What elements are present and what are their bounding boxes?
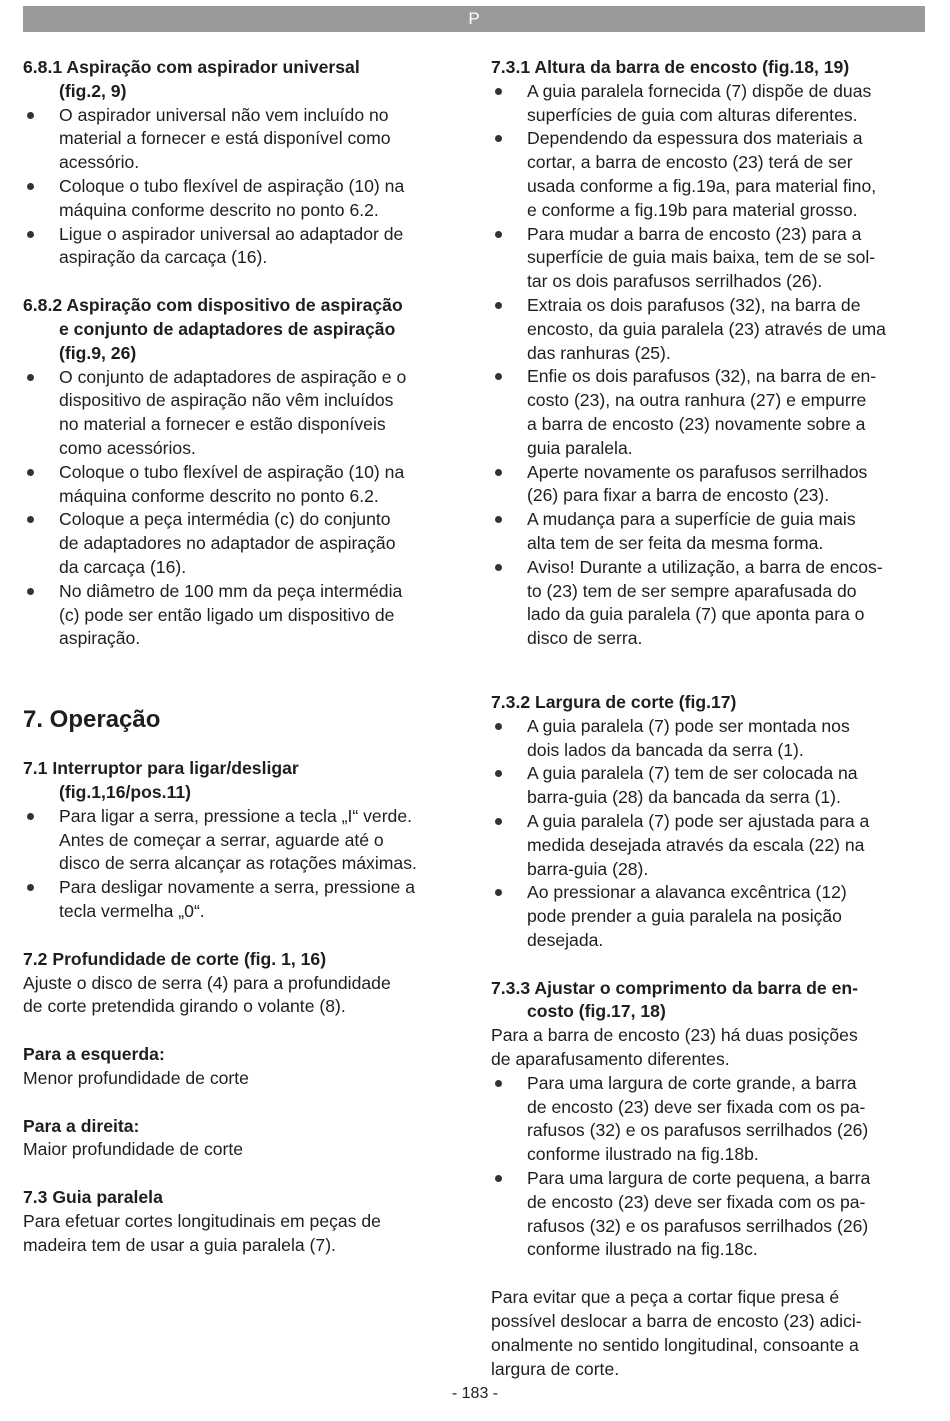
list-item: Coloque a peça intermédia (c) do conjunto de adaptadores no adaptador de aspiração da carcaça (16).: [23, 508, 463, 579]
list-item: Aviso! Durante a utilização, a barra de encos- to (23) tem de ser sempre aparafusada do lado da guia paralela (7) que aponta para o disco de serra.: [491, 556, 931, 651]
right-direction-text: Maior profundidade de corte: [23, 1139, 244, 1160]
list-item: Coloque o tubo flexível de aspiração (10) na máquina conforme descrito no ponto 6.2.: [23, 461, 463, 509]
list-item: Dependendo da espessura dos materiais a cortar, a barra de encosto (23) terá de ser usada conforme a fig.19a, para material fino, e conforme a fig.19b para material grosso.: [491, 127, 931, 222]
section-7-3-3-outro: Para evitar que a peça a cortar fique presa é possível deslocar a barra de encosto (23) adici- onalmente no sentido longitudinal, consoante a largura de corte.: [491, 1287, 862, 1379]
bullet-icon: [27, 884, 34, 891]
bullet-icon: [27, 469, 34, 476]
section-7-title: 7. Operação: [23, 706, 161, 734]
bullet-icon: [27, 516, 34, 523]
list-item: A guia paralela (7) pode ser ajustada para a medida desejada através da escala (22) na barra-guia (28).: [491, 810, 931, 881]
bullet-icon: [495, 889, 502, 896]
list-item: Para desligar novamente a serra, pressione a tecla vermelha „0“.: [23, 876, 463, 924]
bullet-icon: [495, 723, 502, 730]
section-7-3-title: 7.3 Guia paralela: [23, 1187, 163, 1208]
bullet-icon: [495, 302, 502, 309]
language-tag: P: [468, 9, 480, 28]
page-number: - 183 -: [451, 1385, 499, 1402]
list-item: O aspirador universal não vem incluído no material a fornecer e está disponível como acessório.: [23, 104, 463, 175]
list-item: Ao pressionar a alavanca excêntrica (12) pode prender a guia paralela na posição desejada.: [491, 881, 931, 952]
section-7-3-1-list: [491, 80, 931, 651]
section-7-1-list: [23, 805, 463, 924]
section-7-2-body: Ajuste o disco de serra (4) para a profundidade de corte pretendida girando o volante (8).: [23, 972, 391, 1017]
list-item: Para uma largura de corte pequena, a barra de encosto (23) deve ser fixada com os pa- rafusos (32) e os parafusos serrilhados (26) conforme ilustrado na fig.18c.: [491, 1167, 931, 1262]
section-7-3-1-title: 7.3.1 Altura da barra de encosto (fig.18, 19): [491, 57, 850, 77]
section-6-8-2-list: [23, 366, 463, 652]
left-direction-text: Menor profundidade de corte: [23, 1067, 249, 1088]
list-item: Coloque o tubo flexível de aspiração (10) na máquina conforme descrito no ponto 6.2.: [23, 175, 463, 223]
section-7-3-2-list: [491, 715, 931, 953]
list-item: Para uma largura de corte grande, a barra de encosto (23) deve ser fixada com os pa- rafusos (32) e os parafusos serrilhados (26) conforme ilustrado na fig.18b.: [491, 1072, 931, 1167]
bullet-icon: [495, 88, 502, 95]
bullet-icon: [495, 516, 502, 523]
bullet-icon: [495, 564, 502, 571]
bullet-icon: [495, 231, 502, 238]
section-6-8-1-list: [23, 104, 463, 271]
list-item: Enfie os dois parafusos (32), na barra de en- costo (23), na outra ranhura (27) e empurre a barra de encosto (23) novamente sobre a guia paralela.: [491, 365, 931, 460]
list-item: Para ligar a serra, pressione a tecla „I“ verde. Antes de começar a serrar, aguarde até o disco de serra alcançar as rotações máximas.: [23, 805, 463, 876]
section-6-8-1-title: 6.8.1 Aspiração com aspirador universal (fig.2, 9): [23, 57, 360, 101]
bullet-icon: [495, 373, 502, 380]
list-item: A guia paralela (7) pode ser montada nos dois lados da bancada da serra (1).: [491, 715, 931, 763]
bullet-icon: [27, 374, 34, 381]
list-item: Para mudar a barra de encosto (23) para a superfície de guia mais baixa, tem de se sol- tar os dois parafusos serrilhados (26).: [491, 223, 931, 294]
section-7-3-body: Para efetuar cortes longitudinais em peças de madeira tem de usar a guia paralela (7).: [23, 1211, 381, 1255]
bullet-icon: [495, 1080, 502, 1087]
section-7-3-3-intro: Para a barra de encosto (23) há duas posições de aparafusamento diferentes.: [491, 1025, 858, 1070]
section-7-1-title: 7.1 Interruptor para ligar/desligar (fig.1,16/pos.11): [23, 758, 299, 802]
language-header-bar: [23, 6, 925, 32]
section-7-3-2-title: 7.3.2 Largura de corte (fig.17): [491, 691, 737, 712]
bullet-icon: [495, 818, 502, 825]
list-item: Extraia os dois parafusos (32), na barra de encosto, da guia paralela (23) através de uma das ranhuras (25).: [491, 294, 931, 365]
list-item: No diâmetro de 100 mm da peça intermédia (c) pode ser então ligado um dispositivo de aspiração.: [23, 580, 463, 651]
list-item: Ligue o aspirador universal ao adaptador de aspiração da carcaça (16).: [23, 223, 463, 271]
list-item: O conjunto de adaptadores de aspiração e o dispositivo de aspiração não vêm incluídos no material a fornecer e estão disponíveis como acessórios.: [23, 366, 463, 461]
section-6-8-2-title: 6.8.2 Aspiração com dispositivo de aspiração e conjunto de adaptadores de aspiração (fig.9, 26): [23, 295, 403, 363]
bullet-icon: [495, 469, 502, 476]
bullet-icon: [27, 112, 34, 119]
section-7-3-3-list: [491, 1072, 931, 1262]
list-item: A guia paralela (7) tem de ser colocada na barra-guia (28) da bancada da serra (1).: [491, 762, 931, 810]
list-item: A guia paralela fornecida (7) dispõe de duas superfícies de guia com alturas diferentes.: [491, 80, 931, 128]
bullet-icon: [495, 1175, 502, 1182]
list-item: A mudança para a superfície de guia mais alta tem de ser feita da mesma forma.: [491, 508, 931, 556]
right-direction-label: Para a direita:: [23, 1115, 140, 1136]
bullet-icon: [27, 813, 34, 820]
bullet-icon: [27, 231, 34, 238]
section-7-3-3-title: 7.3.3 Ajustar o comprimento da barra de en- costo (fig.17, 18): [491, 977, 858, 1022]
bullet-icon: [27, 183, 34, 190]
right-column: [491, 56, 931, 1381]
left-column: [23, 56, 463, 1258]
bullet-icon: [495, 135, 502, 142]
bullet-icon: [27, 588, 34, 595]
section-7-2-title: 7.2 Profundidade de corte (fig. 1, 16): [23, 948, 327, 969]
list-item: Aperte novamente os parafusos serrilhados (26) para fixar a barra de encosto (23).: [491, 461, 931, 509]
left-direction-label: Para a esquerda:: [23, 1044, 165, 1065]
bullet-icon: [495, 770, 502, 777]
